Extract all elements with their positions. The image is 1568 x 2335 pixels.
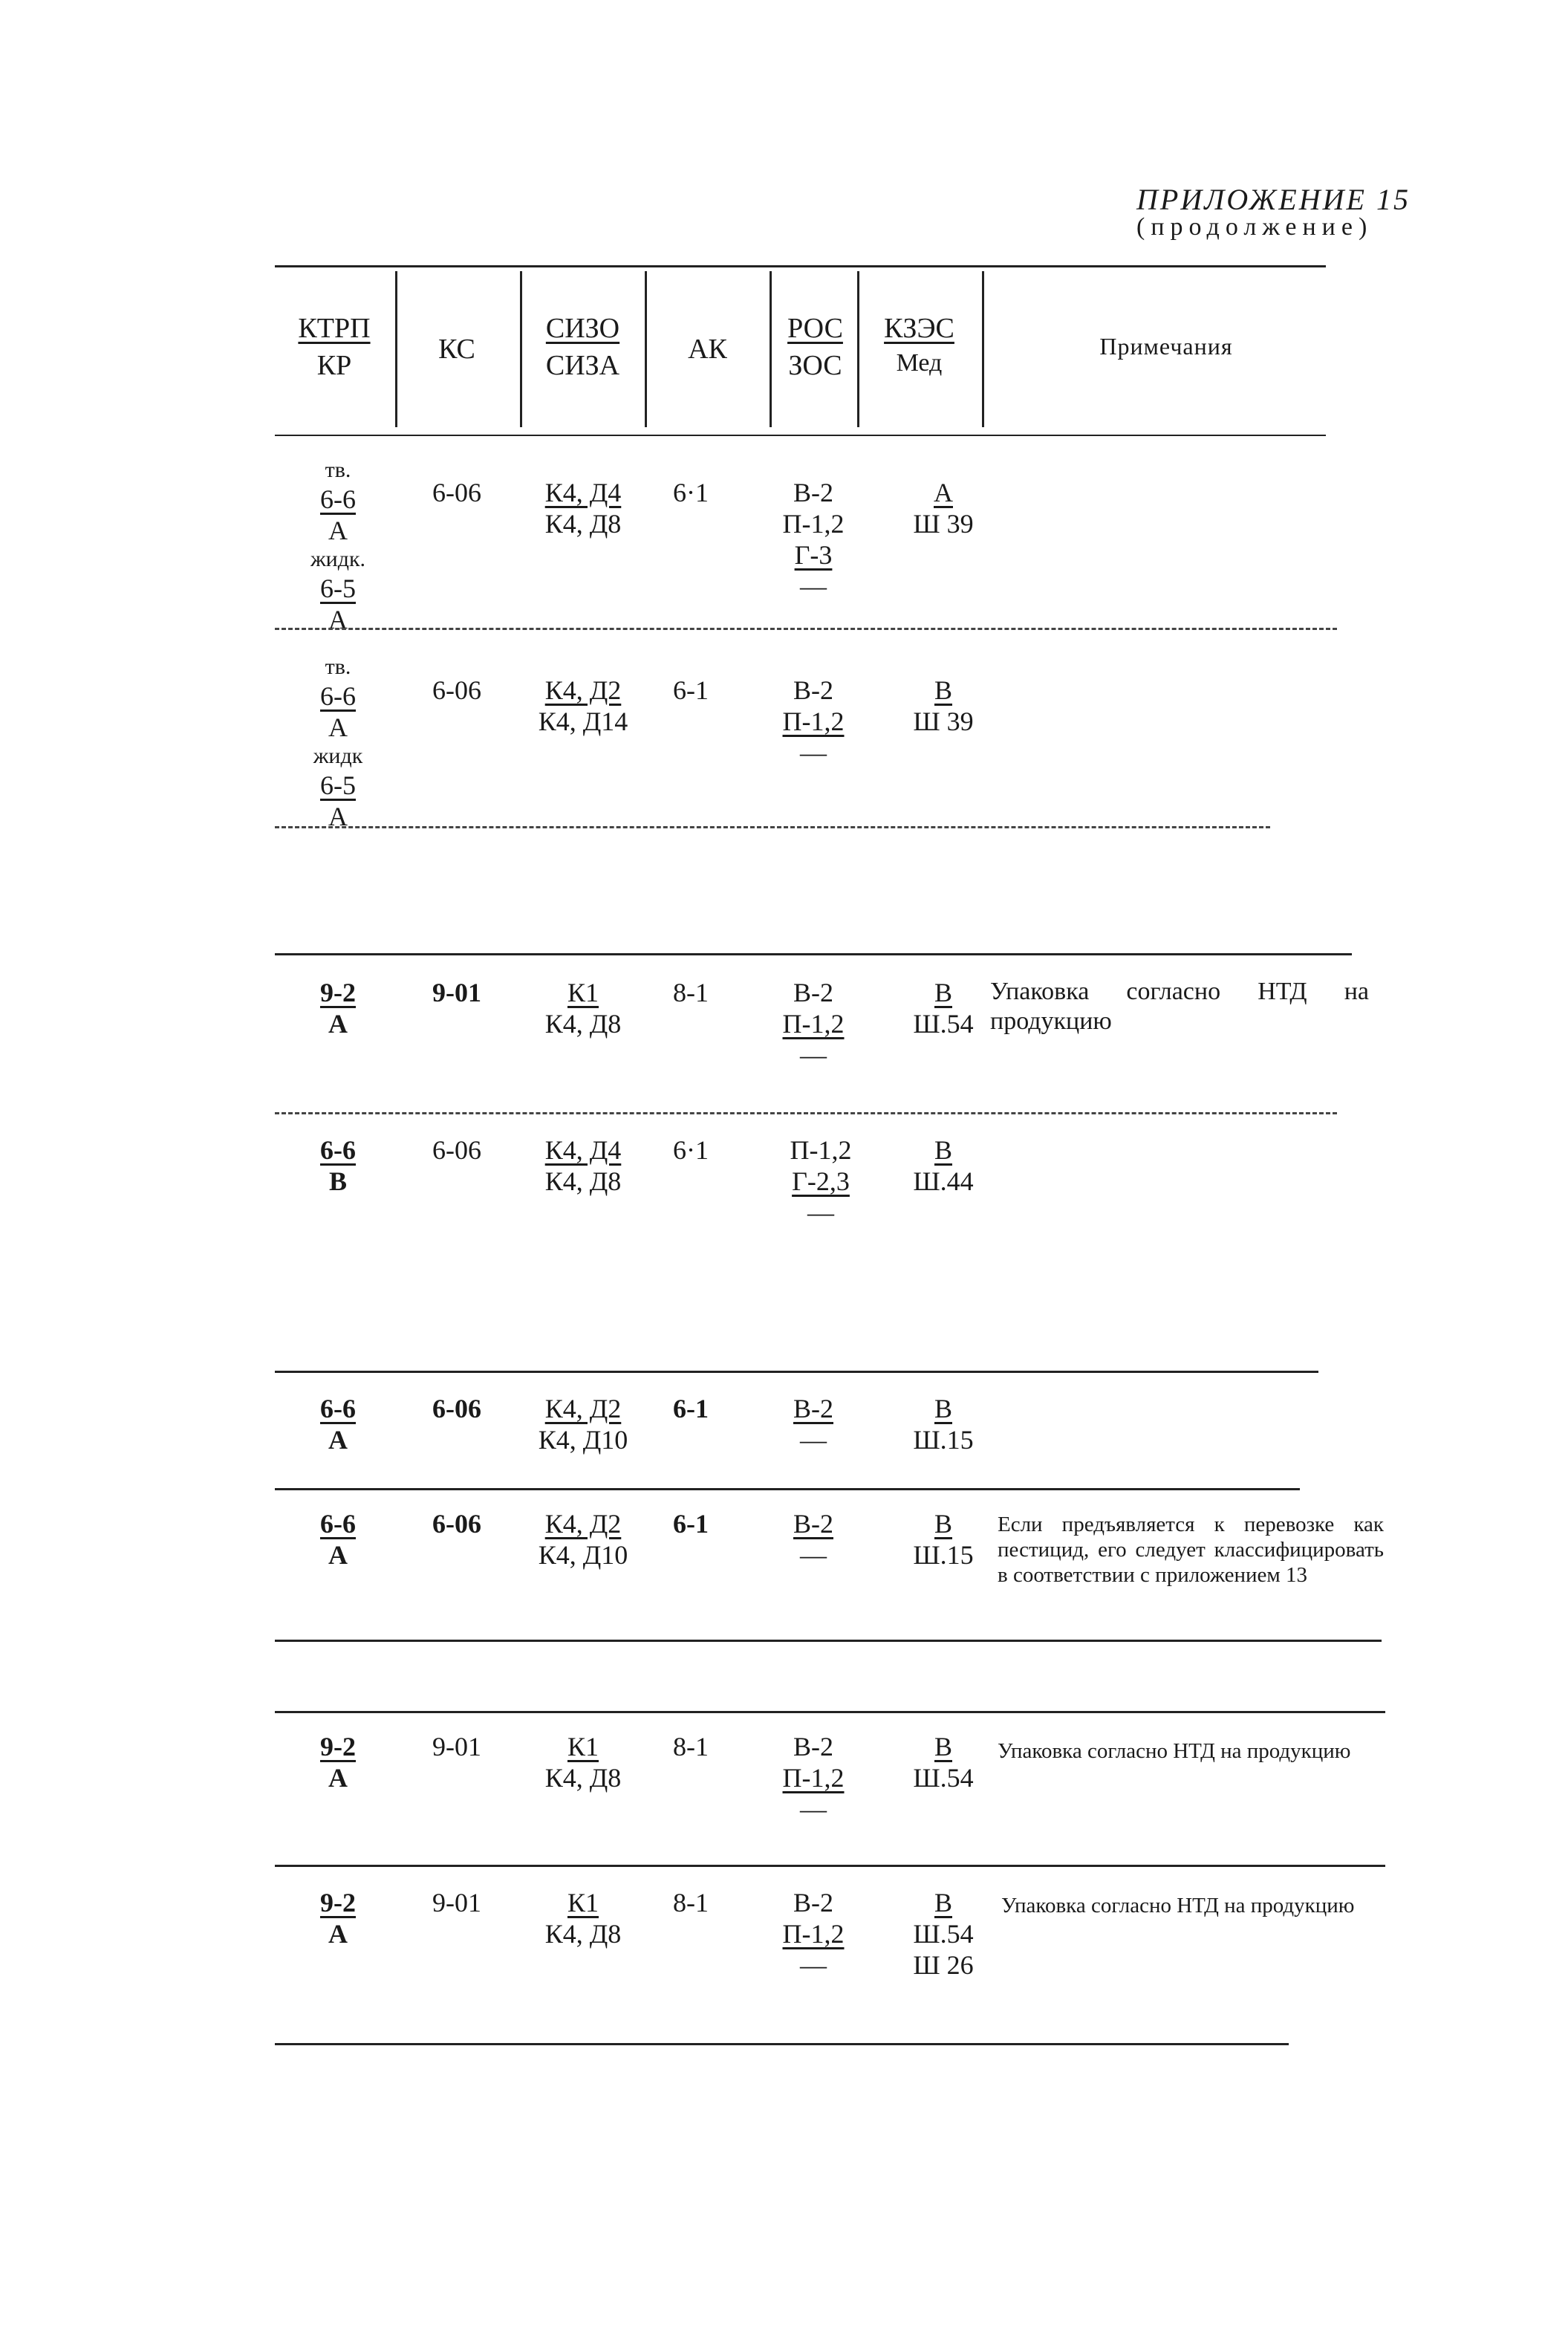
ak-cell: 8-1 — [673, 1732, 709, 1761]
kzes-cell: В Ш.54 — [913, 1732, 974, 1793]
ros-cell: В-2 П-1,2 — — [782, 675, 845, 767]
appendix-title: ПРИЛОЖЕНИЕ 15 — [1136, 183, 1411, 216]
ks-cell: 6-06 — [432, 478, 481, 507]
note-cell: Упаковка согласно НТД на продукцию — [998, 1739, 1351, 1763]
note-cell: Упаковка согласно НТД на продукцию — [990, 978, 1369, 1035]
ros-cell: В-2 П-1,2 — — [782, 1732, 845, 1824]
ktrp-cell: тв. 6-6 А жидк. 6-5 А — [310, 458, 366, 634]
col-divider-6 — [982, 271, 984, 427]
appendix-subtitle: (продолжение) — [1136, 213, 1373, 241]
kzes-cell: В Ш.54 — [913, 978, 974, 1039]
row-separator — [275, 1865, 1385, 1867]
ak-cell: 6·1 — [673, 478, 709, 507]
ak-cell: 6-1 — [673, 1394, 709, 1423]
sizo-cell: К4, Д2 К4, Д10 — [538, 1509, 628, 1570]
block-top-rule — [275, 1371, 1318, 1373]
ks-cell: 6-06 — [432, 1394, 481, 1423]
kzes-cell: В Ш 39 — [913, 675, 974, 736]
ks-cell: 9-01 — [432, 1732, 481, 1761]
ks-cell: 6-06 — [432, 1135, 481, 1165]
col-kr: КР — [316, 350, 352, 381]
kzes-cell: А Ш 39 — [913, 478, 974, 539]
note-cell: Упаковка согласно НТД на продукцию — [1001, 1894, 1355, 1917]
col-divider-3 — [645, 271, 647, 427]
ros-cell: П-1,2 Г-2,3 — — [790, 1135, 852, 1227]
ktrp-cell: 6-6 А — [320, 1509, 356, 1570]
col-ks: КС — [438, 334, 475, 365]
col-med: Мед — [896, 349, 943, 377]
sizo-cell: К1 К4, Д8 — [544, 1888, 622, 1949]
row-separator — [275, 826, 1270, 828]
ros-cell: В-2 — — [793, 1394, 833, 1455]
ktrp-cell: 6-6 А — [320, 1394, 356, 1455]
row-separator — [275, 1112, 1337, 1114]
col-kzes: КЗЭС — [884, 313, 954, 344]
ak-cell: 6-1 — [673, 675, 709, 705]
col-siza: СИЗА — [545, 350, 620, 381]
block-top-rule — [275, 953, 1352, 955]
ks-cell: 6-06 — [432, 675, 481, 705]
row-separator — [275, 1640, 1382, 1642]
ak-cell: 8-1 — [673, 978, 709, 1007]
ks-cell: 9-01 — [432, 978, 481, 1007]
col-divider-2 — [520, 271, 522, 427]
col-notes: Примечания — [1099, 333, 1233, 360]
table-bottom-rule — [275, 2043, 1289, 2045]
sizo-cell: К4, Д4 К4, Д8 — [544, 478, 622, 539]
col-divider-5 — [857, 271, 859, 427]
ak-cell: 8-1 — [673, 1888, 709, 1917]
table-top-rule — [275, 265, 1326, 267]
kzes-cell: В Ш.44 — [913, 1135, 974, 1196]
kzes-cell: В Ш.15 — [913, 1509, 974, 1570]
col-zos: ЗОС — [788, 350, 842, 381]
sizo-cell: К1 К4, Д8 — [544, 978, 622, 1039]
ktrp-cell: 6-6 В — [320, 1135, 356, 1196]
ros-cell: В-2 П-1,2 — — [782, 978, 845, 1070]
sizo-cell: К4, Д2 К4, Д14 — [538, 675, 628, 736]
row-separator — [275, 628, 1337, 630]
ks-cell: 9-01 — [432, 1888, 481, 1917]
ros-cell: В-2 — — [793, 1509, 833, 1570]
col-sizo: СИЗО — [545, 313, 620, 344]
ktrp-cell: 9-2 А — [320, 978, 356, 1039]
ak-cell: 6·1 — [673, 1135, 709, 1165]
ak-cell: 6-1 — [673, 1509, 709, 1539]
ks-cell: 6-06 — [432, 1509, 481, 1539]
ros-cell: В-2 П-1,2 — — [782, 1888, 845, 1980]
ktrp-cell: тв. 6-6 А жидк 6-5 А — [313, 655, 363, 831]
block-top-rule — [275, 1711, 1385, 1713]
ktrp-cell: 9-2 А — [320, 1732, 356, 1793]
ros-cell: В-2 П-1,2 Г-3 — — [782, 478, 845, 601]
col-divider-1 — [395, 271, 397, 427]
sizo-cell: К4, Д2 К4, Д10 — [538, 1394, 628, 1455]
table-header-bottom-rule — [275, 435, 1326, 436]
sizo-cell: К4, Д4 К4, Д8 — [544, 1135, 622, 1196]
sizo-cell: К1 К4, Д8 — [544, 1732, 622, 1793]
kzes-cell: В Ш.54 Ш 26 — [913, 1888, 974, 1980]
col-ktrp: КТРП — [298, 313, 371, 344]
kzes-cell: В Ш.15 — [913, 1394, 974, 1455]
ktrp-cell: 9-2 А — [320, 1888, 356, 1949]
note-cell: Если предъявляется к перевозке как пестицид, его следует классифицировать в соответствии с приложением 13 — [998, 1513, 1384, 1587]
col-ak: АК — [688, 334, 727, 365]
col-ros: РОС — [787, 313, 843, 344]
col-divider-4 — [770, 271, 772, 427]
row-separator — [275, 1488, 1300, 1490]
